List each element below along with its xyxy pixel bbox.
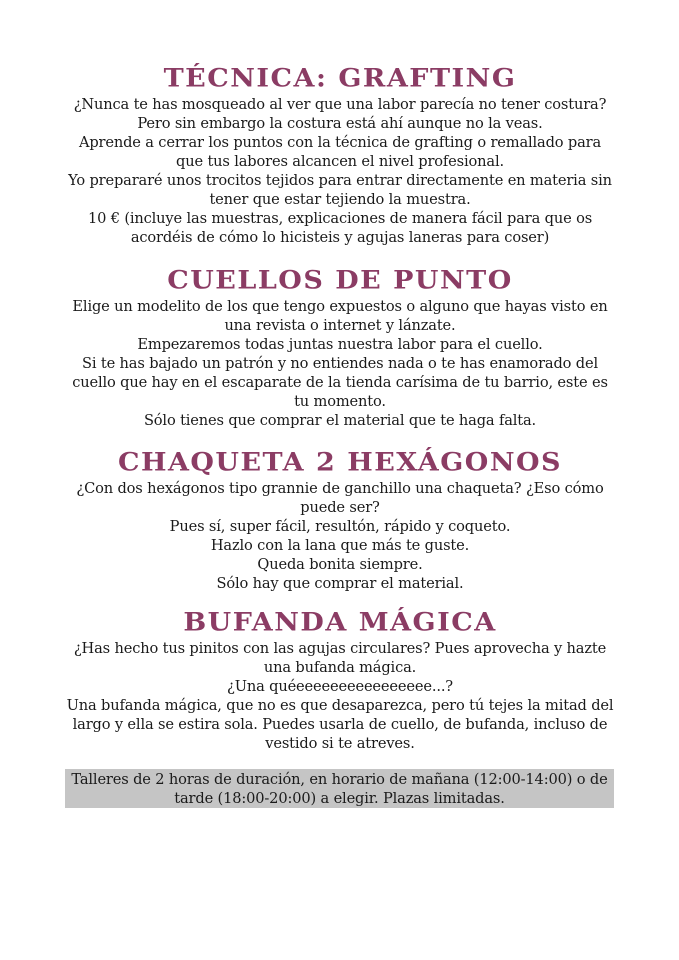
bufanda-line-5: largo y ella se estira sola. Puedes usarla de cuello, de bufanda, incluso de [72,716,608,733]
chaqueta-line-1: ¿Con dos hexágonos tipo grannie de ganchillo una chaqueta? ¿Eso cómo [76,480,604,497]
cuellos-line-2: una revista o internet y lánzate. [224,317,456,334]
section-title-grafting: TÉCNICA: GRAFTING [163,64,517,93]
grafting-price-line-2: acordéis de cómo lo hicisteis y agujas laneras para coser) [130,229,550,246]
chaqueta-line-6: Sólo hay que comprar el material. [216,575,464,592]
cuellos-line-1: Elige un modelito de los que tengo expuestos o alguno que hayas visto en [72,298,608,315]
section-chaqueta [60,448,620,593]
bufanda-line-1: ¿Has hecho tus pinitos con las agujas circulares? Pues aprovecha y hazte [73,640,607,657]
grafting-line-1: ¿Nunca te has mosqueado al ver que una labor parecía no tener costura? [73,96,607,113]
grafting-price-line-1: 10 € (incluye las muestras, explicaciones de manera fácil para que os [87,210,593,227]
grafting-line-4: que tus labores alcancen el nivel profesional. [176,153,504,170]
bufanda-line-4: Una bufanda mágica, que no es que desaparezca, pero tú tejes la mitad del [66,697,614,714]
grafting-line-2: Pero sin embargo la costura está ahí aunque no la veas. [137,115,543,132]
section-title-bufanda: BUFANDA MÁGICA [183,608,497,637]
bufanda-line-6: vestido si te atreves. [265,735,415,752]
chaqueta-line-5: Queda bonita siempre. [257,556,423,573]
cuellos-line-5: cuello que hay en el escaparate de la tienda carísima de tu barrio, este es [72,374,608,391]
schedule-note-line-2: tarde (18:00-20:00) a elegir. Plazas limitadas. [174,790,505,807]
chaqueta-line-3: Pues sí, super fácil, resultón, rápido y coqueto. [169,518,511,535]
bufanda-line-3: ¿Una quéeeeeeeeeeeeeeeee...? [227,678,453,695]
section-cuellos [60,266,620,430]
grafting-line-3: Aprende a cerrar los puntos con la técnica de grafting o remallado para [78,134,602,151]
bufanda-line-2: una bufanda mágica. [263,659,417,676]
chaqueta-line-2: puede ser? [300,499,380,516]
section-bufanda [60,608,620,753]
grafting-line-6: tener que estar tejiendo la muestra. [209,191,471,208]
cuellos-line-6: tu momento. [294,393,386,410]
section-title-chaqueta: CHAQUETA 2 HEXÁGONOS [117,448,563,477]
cuellos-line-3: Empezaremos todas juntas nuestra labor para el cuello. [137,336,543,353]
chaqueta-line-4: Hazlo con la lana que más te guste. [210,537,470,554]
grafting-line-5: Yo prepararé unos trocitos tejidos para entrar directamente en materia sin [68,172,612,189]
section-title-cuellos: CUELLOS DE PUNTO [167,266,513,295]
schedule-note-line-1: Talleres de 2 horas de duración, en horario de mañana (12:00-14:00) o de [71,771,608,788]
cuellos-line-7: Sólo tienes que comprar el material que te haga falta. [143,412,537,429]
schedule-note-box [65,769,614,808]
cuellos-line-4: Si te has bajado un patrón y no entiendes nada o te has enamorado del [82,355,598,372]
section-grafting [60,64,620,247]
